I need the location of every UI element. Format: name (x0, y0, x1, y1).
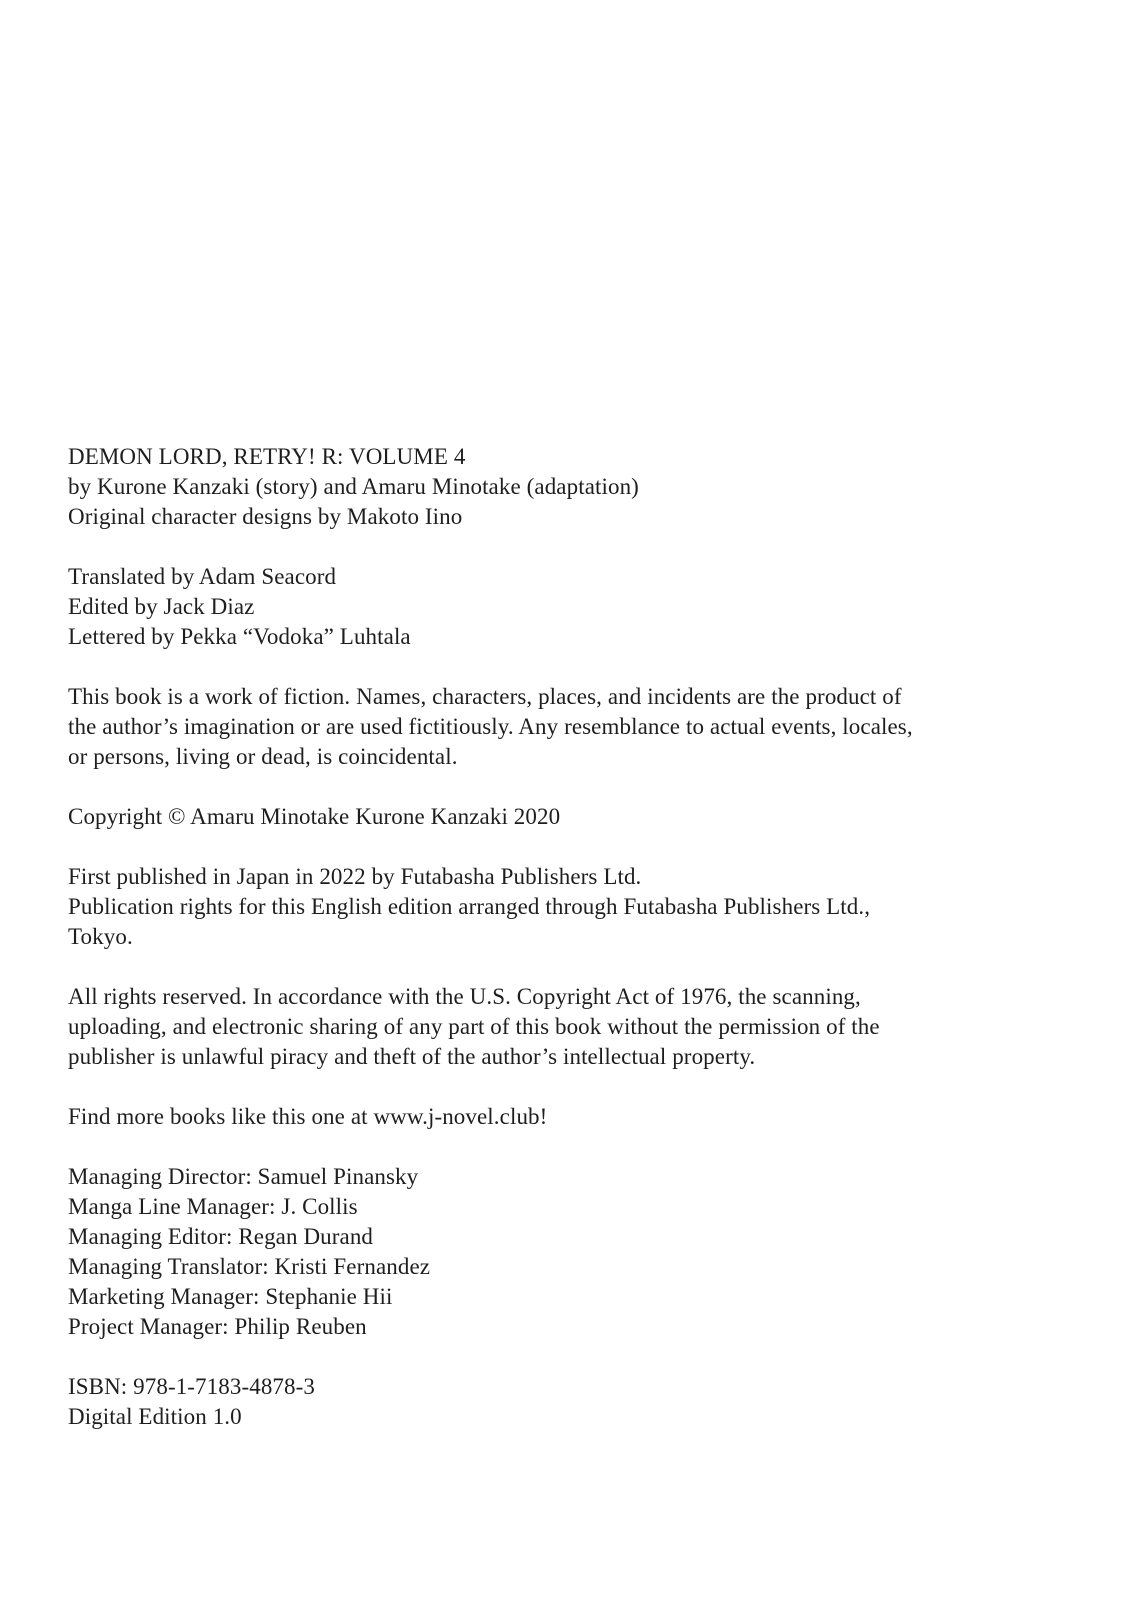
managing-translator-line: Managing Translator: Kristi Fernandez (68, 1254, 431, 1279)
character-design-credit-line: Original character designs by Makoto Iino (68, 504, 463, 529)
project-manager-line: Project Manager: Philip Reuben (68, 1314, 367, 1339)
copyright-block (68, 802, 1065, 832)
staff-block (68, 562, 1065, 652)
title-block (68, 442, 1065, 532)
rights-notice-line-2: uploading, and electronic sharing of any part of this book without the permission of the (68, 1014, 880, 1039)
copyright-line: Copyright © Amaru Minotake Kurone Kanzaki 2020 (68, 804, 561, 829)
letterer-credit-line: Lettered by Pekka “Vodoka” Luhtala (68, 624, 411, 649)
translator-credit-line: Translated by Adam Seacord (68, 564, 337, 589)
first-published-line: First published in Japan in 2022 by Futabasha Publishers Ltd. (68, 864, 642, 889)
fiction-notice-line-3: or persons, living or dead, is coincidental. (68, 744, 458, 769)
promo-line: Find more books like this one at www.j-novel.club! (68, 1104, 548, 1129)
publication-block (68, 862, 1065, 952)
digital-edition-line: Digital Edition 1.0 (68, 1404, 242, 1429)
managing-editor-line: Managing Editor: Regan Durand (68, 1224, 374, 1249)
rights-notice-line-1: All rights reserved. In accordance with the U.S. Copyright Act of 1976, the scanning, (68, 984, 861, 1009)
marketing-manager-line: Marketing Manager: Stephanie Hii (68, 1284, 393, 1309)
fiction-notice-line-1: This book is a work of fiction. Names, characters, places, and incidents are the product of (68, 684, 902, 709)
publication-rights-line-2: Tokyo. (68, 924, 133, 949)
team-credits (68, 1162, 1065, 1342)
editor-credit-line: Edited by Jack Diaz (68, 594, 255, 619)
manga-line-manager-line: Manga Line Manager: J. Collis (68, 1194, 358, 1219)
promo-block (68, 1102, 1065, 1132)
edition-block (68, 1372, 1065, 1432)
rights-notice-line-3: publisher is unlawful piracy and theft of the author’s intellectual property. (68, 1044, 756, 1069)
rights-notice (68, 982, 1065, 1072)
author-credit-line: by Kurone Kanzaki (story) and Amaru Minotake (adaptation) (68, 474, 639, 499)
isbn-line: ISBN: 978-1-7183-4878-3 (68, 1374, 315, 1399)
fiction-notice-line-2: the author’s imagination or are used fictitiously. Any resemblance to actual events, locales, (68, 714, 913, 739)
fiction-notice (68, 682, 1065, 772)
book-title: DEMON LORD, RETRY! R: VOLUME 4 (68, 444, 466, 469)
publication-rights-line-1: Publication rights for this English edition arranged through Futabasha Publishers Ltd., (68, 894, 871, 919)
managing-director-line: Managing Director: Samuel Pinansky (68, 1164, 419, 1189)
